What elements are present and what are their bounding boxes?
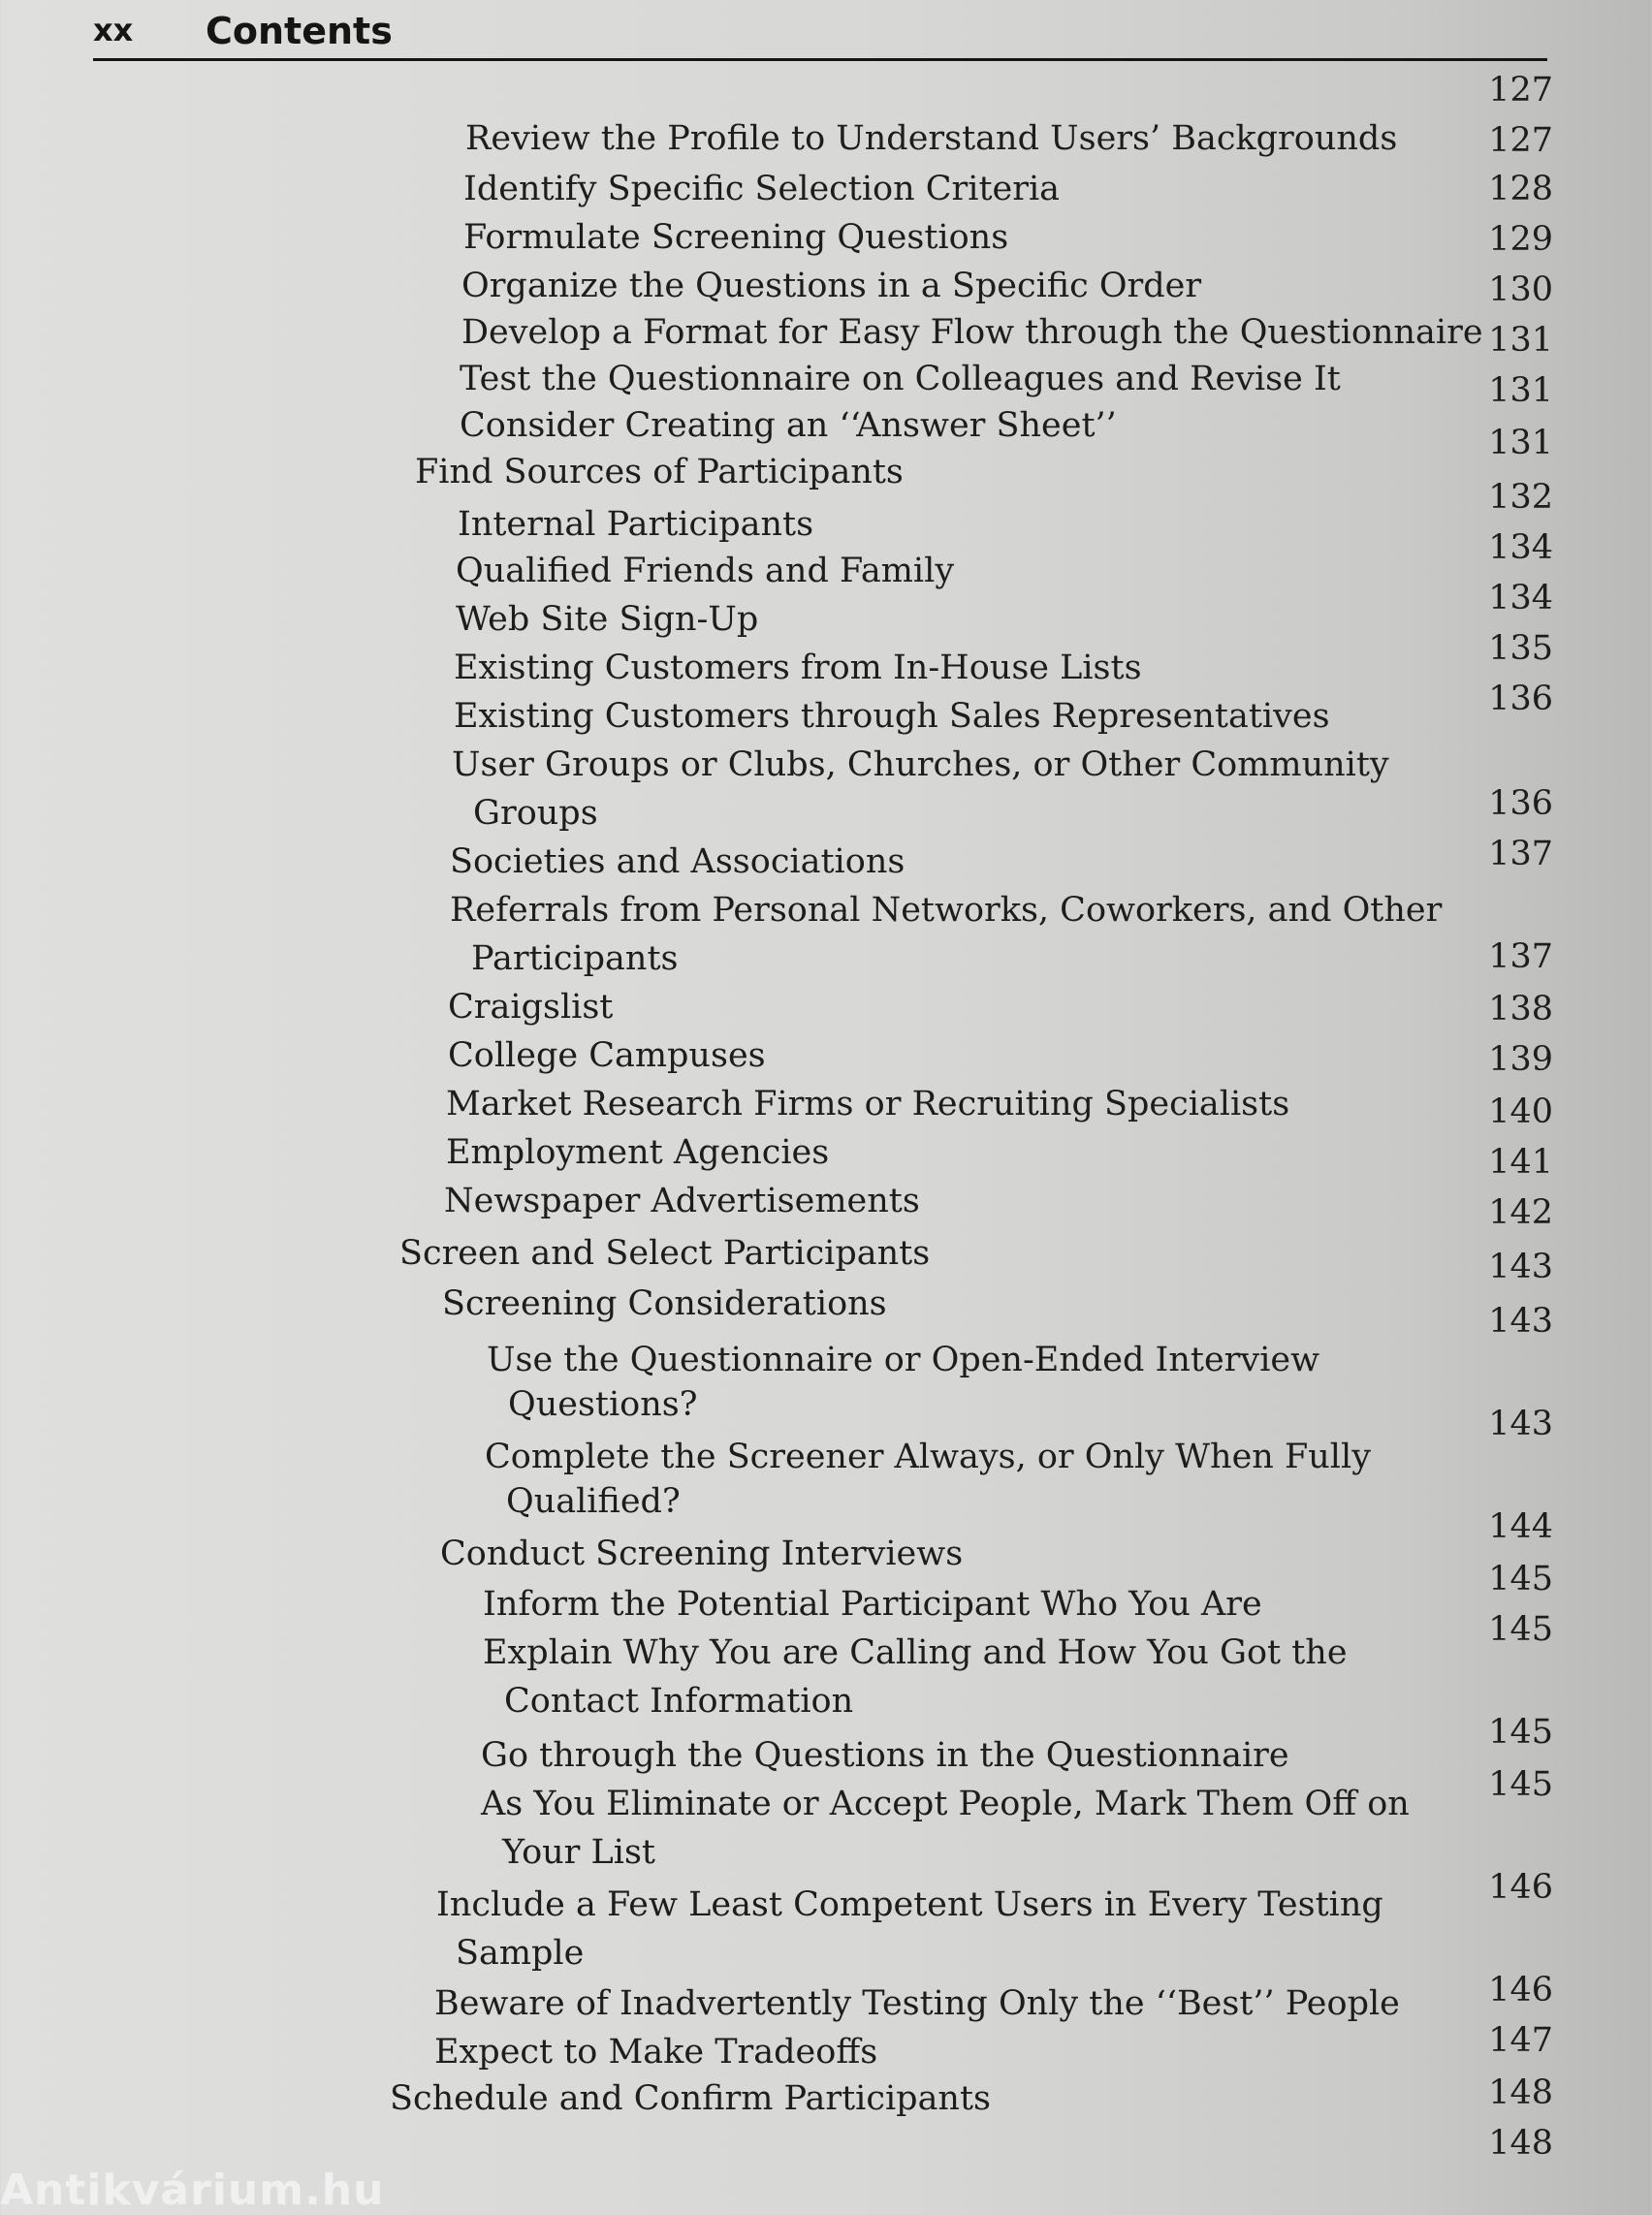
toc-entry: Craigslist — [448, 988, 614, 1027]
toc-entry: Screening Considerations — [442, 1284, 887, 1323]
page-number: 137 — [1488, 937, 1553, 976]
toc-entry: Participants — [471, 939, 679, 978]
header-page-label: xx — [93, 12, 134, 48]
toc-entry: Schedule and Confirm Participants — [390, 2079, 992, 2118]
toc-entry: Develop a Format for Easy Flow through the Questionnaire — [461, 313, 1483, 352]
toc-entry: Inform the Potential Participant Who You Are — [483, 1585, 1262, 1624]
page-number: 135 — [1488, 629, 1553, 668]
page-number: 134 — [1488, 528, 1553, 567]
toc-entry: Consider Creating an ‘‘Answer Sheet’’ — [460, 406, 1117, 445]
toc-entry: As You Eliminate or Accept People, Mark Them Off on — [481, 1785, 1410, 1823]
page-number: 139 — [1488, 1040, 1553, 1079]
page-number: 145 — [1488, 1765, 1553, 1804]
toc-entry: Conduct Screening Interviews — [440, 1535, 964, 1573]
toc-entry: Use the Questionnaire or Open-Ended Interview — [487, 1341, 1320, 1379]
page-number: 148 — [1488, 2124, 1553, 2163]
toc-entry: Questions? — [508, 1385, 698, 1424]
toc-entry: Explain Why You are Calling and How You Got the — [483, 1633, 1348, 1672]
page-number: 130 — [1488, 270, 1553, 309]
page-number: 144 — [1488, 1507, 1553, 1546]
page-number: 143 — [1488, 1302, 1553, 1341]
page-number: 136 — [1488, 680, 1553, 718]
toc-entry: Review the Profile to Understand Users’ Backgrounds — [465, 119, 1398, 158]
page-number: 136 — [1488, 784, 1553, 823]
toc-entry: Existing Customers through Sales Representatives — [454, 697, 1330, 736]
toc-entry: Formulate Screening Questions — [463, 218, 1009, 257]
page-number: 145 — [1488, 1610, 1553, 1649]
watermark: Antikvárium.hu — [0, 2166, 385, 2215]
toc-entry: Referrals from Personal Networks, Coworkers, and Other — [450, 891, 1443, 930]
toc-entry: Identify Specific Selection Criteria — [463, 170, 1061, 208]
toc-entry: Expect to Make Tradeoffs — [434, 2033, 878, 2072]
toc-entry: Your List — [502, 1833, 655, 1872]
toc-entry: Qualified Friends and Family — [456, 552, 955, 590]
page-number: 131 — [1488, 371, 1553, 410]
page-number: 131 — [1488, 424, 1553, 462]
page-number: 146 — [1488, 1971, 1553, 2009]
toc-entry: College Campuses — [448, 1036, 766, 1075]
toc-entry: Include a Few Least Competent Users in Every Testing — [436, 1885, 1383, 1924]
toc-entry: Qualified? — [506, 1482, 681, 1521]
toc-entry: Contact Information — [504, 1682, 854, 1721]
toc-entry: Complete the Screener Always, or Only When Fully — [485, 1438, 1371, 1476]
toc-entry: Find Sources of Participants — [415, 453, 904, 491]
page-number: 145 — [1488, 1713, 1553, 1752]
toc-entry: Societies and Associations — [450, 842, 905, 881]
toc-entry: Employment Agencies — [446, 1133, 830, 1172]
toc-entry: Organize the Questions in a Specific Order — [461, 267, 1202, 305]
page-number: 141 — [1488, 1143, 1553, 1182]
page-number: 146 — [1488, 1868, 1553, 1907]
header-title: Contents — [206, 10, 393, 52]
toc-entry: Go through the Questions in the Questionnaire — [481, 1736, 1289, 1775]
toc-entry: Screen and Select Participants — [399, 1234, 931, 1273]
toc-entry: Market Research Firms or Recruiting Specialists — [446, 1085, 1290, 1123]
page-number: 127 — [1488, 121, 1553, 160]
toc-entry: Test the Questionnaire on Colleagues and Revise It — [460, 360, 1341, 398]
page-number: 142 — [1488, 1193, 1553, 1232]
page-number: 143 — [1488, 1248, 1553, 1286]
page-number: 127 — [1488, 71, 1553, 110]
page-number: 137 — [1488, 835, 1553, 873]
toc-entry: Groups — [473, 794, 598, 833]
page-number: 145 — [1488, 1560, 1553, 1598]
toc-entry: Newspaper Advertisements — [444, 1182, 920, 1220]
page-number: 140 — [1488, 1092, 1553, 1131]
page-number: 131 — [1488, 321, 1553, 360]
page-number: 147 — [1488, 2021, 1553, 2060]
page-number: 138 — [1488, 990, 1553, 1028]
page-number: 132 — [1488, 478, 1553, 517]
toc-entry: Existing Customers from In-House Lists — [454, 649, 1142, 687]
toc-entry: Internal Participants — [458, 505, 814, 544]
page-number: 148 — [1488, 2073, 1553, 2112]
page-number: 129 — [1488, 220, 1553, 259]
toc-entry: Beware of Inadvertently Testing Only the ‘‘Best’’ People — [434, 1984, 1400, 2023]
page-number: 143 — [1488, 1405, 1553, 1443]
toc-entry: User Groups or Clubs, Churches, or Other Community — [452, 745, 1389, 784]
page-number: 134 — [1488, 579, 1553, 617]
page-number: 128 — [1488, 170, 1553, 208]
toc-entry: Web Site Sign-Up — [456, 600, 759, 639]
toc-entry: Sample — [456, 1934, 585, 1973]
